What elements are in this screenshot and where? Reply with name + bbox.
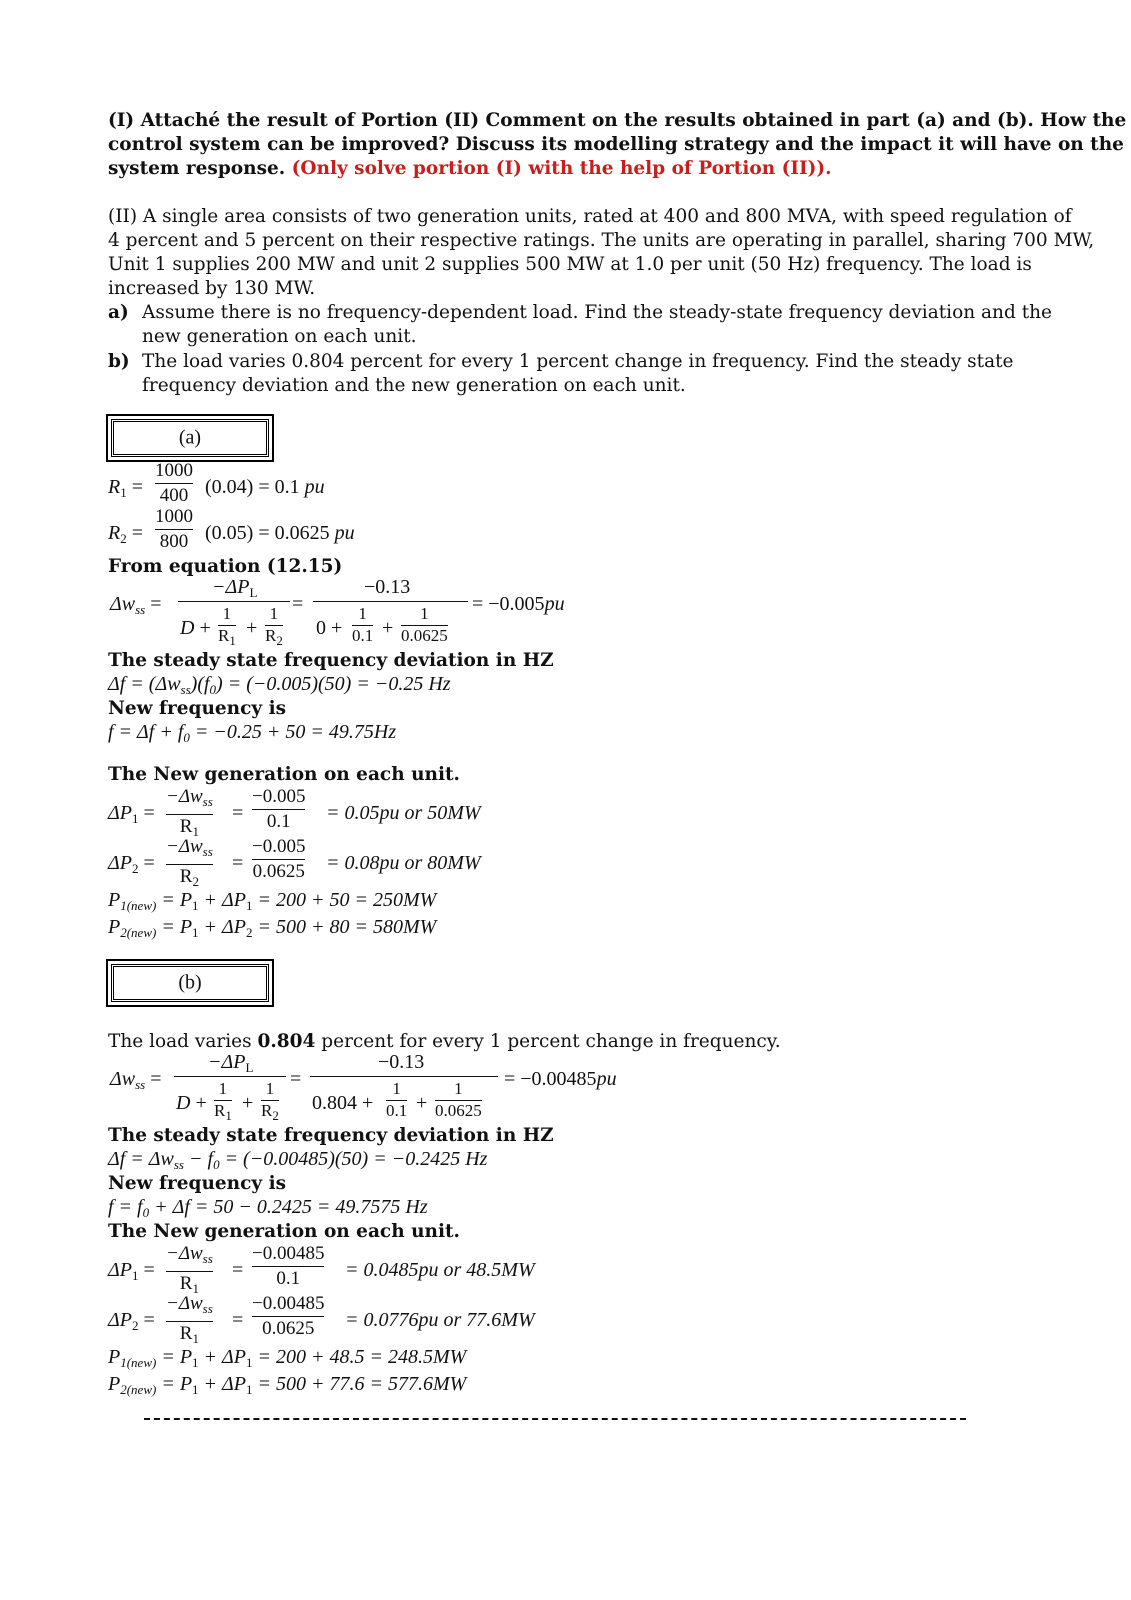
dwss-b-num1: $-\Delta P_L$	[208, 1051, 254, 1075]
from-equation: From equation (12.15)	[108, 556, 343, 577]
dwss-b-inv-r2: 1 $R_2$	[261, 1079, 279, 1123]
df-b-line: $\Delta f = \Delta w_{ss} - f_0 = (-0.00485)(50) = -0.2425$ Hz	[108, 1148, 488, 1172]
part2-line2: 4 percent and 5 percent on their respective ratings. The units are operating in parallel, sharing 700 MW,	[108, 230, 1095, 251]
dwss-a-den2-0: 0 +	[316, 617, 343, 639]
part2-line1: (II) A single area consists of two generation units, rated at 400 and 800 MVA, with speed regulation of	[108, 206, 1072, 227]
newf-a-line: $f = \Delta f + f_0 = -0.25 + 50 = 49.75Hz$	[108, 721, 397, 745]
dwss-b-bar1	[174, 1076, 286, 1077]
question-a-line1: Assume there is no frequency-dependent load. Find the steady-state frequency deviation and the	[142, 302, 1052, 323]
dp1-b-eq: =	[232, 1259, 244, 1281]
dwss-a-inv-01: 1 0.1	[352, 604, 374, 645]
dp2-b-lhs: $\Delta P_2$ =	[108, 1309, 155, 1333]
sfd-a-title: The steady state frequency deviation in HZ	[108, 650, 554, 671]
dp2-a-frac1: $-\Delta w_{ss}$ $R_2$	[166, 836, 213, 889]
dwss-b-inv-r1: 1 $R_1$	[214, 1079, 232, 1123]
dp1-b-frac2: −0.00485 0.1	[252, 1243, 325, 1289]
dp2-a-lhs: $\Delta P_2$ =	[108, 852, 155, 876]
newf-a-title: New frequency is	[108, 698, 287, 719]
p1new-b: $P_{1(new)} = P_1 + \Delta P_1 = 200 + 48.5 = 248.5MW$	[108, 1346, 467, 1370]
dwss-b-plus2: +	[416, 1092, 428, 1114]
dwss-b-num2: −0.13	[378, 1051, 425, 1073]
dwss-a-den1-d: D +	[180, 617, 211, 639]
r2-lhs: $R_2$ =	[108, 522, 143, 546]
question-b-line1: The load varies 0.804 percent for every 1 percent change in frequency. Find the steady state	[142, 351, 1014, 372]
dwss-a-plus1: +	[246, 617, 258, 639]
dwss-b-plus1: +	[242, 1092, 254, 1114]
dp2-b-eq: =	[232, 1309, 244, 1331]
dwss-b-den2-0: 0.804 +	[312, 1092, 374, 1114]
section-a-box	[111, 419, 269, 457]
part1-red-note: (Only solve portion (I) with the help of Portion (II)).	[291, 158, 832, 179]
dp2-a-eq: =	[232, 852, 244, 874]
dp1-a-frac2: −0.005 0.1	[252, 786, 306, 832]
question-b-line2: frequency deviation and the new generation on each unit.	[142, 375, 686, 396]
dwss-a-num2: −0.13	[364, 576, 411, 598]
gen-a-title: The New generation on each unit.	[108, 764, 460, 785]
dwss-b-bar2	[310, 1076, 498, 1077]
gen-b-title: The New generation on each unit.	[108, 1221, 460, 1242]
dwss-a-result: = −0.005pu	[472, 593, 565, 615]
load-intro: The load varies 0.804 percent for every 1 percent change in frequency.	[108, 1031, 781, 1052]
dp2-b-frac2: −0.00485 0.0625	[252, 1293, 325, 1339]
r2-rhs: (0.05) = 0.0625 pu	[205, 522, 355, 544]
dwss-b-lhs: $\Delta w_{ss}$ =	[110, 1068, 162, 1092]
dp2-a-frac2: −0.005 0.0625	[252, 836, 306, 882]
dwss-b-inv-01: 1 0.1	[386, 1079, 408, 1120]
r2-fraction: 1000 800	[155, 506, 193, 552]
question-b-label: b)	[108, 351, 130, 372]
df-a-line: $\Delta f = (\Delta w_{ss})(f_0) = (-0.005)(50) = -0.25$ Hz	[108, 673, 451, 697]
dp2-b-frac1: $-\Delta w_{ss}$ $R_1$	[166, 1293, 213, 1346]
section-b-box	[111, 964, 269, 1002]
dp2-b-result: = 0.0776pu or 77.6MW	[345, 1309, 535, 1331]
dwss-a-lhs: $\Delta w_{ss}$ =	[110, 593, 162, 617]
p2new-a: $P_{2(new)} = P_1 + \Delta P_2 = 500 + 80 = 580MW$	[108, 916, 437, 940]
dp1-b-lhs: $\Delta P_1$ =	[108, 1259, 155, 1283]
question-a-line2: new generation on each unit.	[142, 326, 417, 347]
dp2-a-result: = 0.08pu or 80MW	[326, 852, 481, 874]
dwss-a-eq: =	[292, 593, 304, 615]
dashed-separator	[144, 1418, 966, 1420]
r1-lhs: $R_1$ =	[108, 476, 143, 500]
dwss-b-eq: =	[290, 1068, 302, 1090]
dwss-a-bar2	[313, 601, 468, 602]
part1-line2: control system can be improved? Discuss its modelling strategy and the impact it will have on the	[108, 134, 1124, 155]
dwss-b-result: = −0.00485pu	[504, 1068, 617, 1090]
newf-b-line: $f = f_0 + \Delta f = 50 - 0.2425 = 49.7575$ Hz	[108, 1196, 428, 1220]
dp1-a-result: = 0.05pu or 50MW	[326, 802, 481, 824]
dwss-a-inv-00625: 1 0.0625	[401, 604, 448, 645]
section-b-label: (b)	[178, 971, 202, 994]
dp1-b-result: = 0.0485pu or 48.5MW	[345, 1259, 535, 1281]
part1-line3-text: system response.	[108, 158, 292, 179]
part2-line3: Unit 1 supplies 200 MW and unit 2 supplies 500 MW at 1.0 per unit (50 Hz) frequency. The load is	[108, 254, 1032, 275]
question-a-label: a)	[108, 302, 129, 323]
dwss-b-inv-00625: 1 0.0625	[435, 1079, 482, 1120]
dp1-a-lhs: $\Delta P_1$ =	[108, 802, 155, 826]
dwss-b-den1-d: D +	[176, 1092, 207, 1114]
dp1-a-frac1: $-\Delta w_{ss}$ $R_1$	[166, 786, 213, 839]
dwss-a-inv-r1: 1 $R_1$	[218, 604, 236, 648]
section-a-label: (a)	[178, 426, 202, 449]
dwss-a-plus2: +	[382, 617, 394, 639]
dp1-b-frac1: $-\Delta w_{ss}$ $R_1$	[166, 1243, 213, 1296]
p1new-a: $P_{1(new)} = P_1 + \Delta P_1 = 200 + 50 = 250MW$	[108, 889, 437, 913]
dwss-a-num1: $-\Delta P_L$	[212, 576, 258, 600]
dwss-a-bar1	[178, 601, 290, 602]
r1-fraction: 1000 400	[155, 460, 193, 506]
newf-b-title: New frequency is	[108, 1173, 287, 1194]
dwss-a-inv-r2: 1 $R_2$	[265, 604, 283, 648]
part1-line1: (I) Attaché the result of Portion (II) Comment on the results obtained in part (a) and (b). How the	[108, 110, 1127, 131]
sfd-b-title: The steady state frequency deviation in HZ	[108, 1125, 554, 1146]
part2-line4: increased by 130 MW.	[108, 278, 316, 299]
dp1-a-eq: =	[232, 802, 244, 824]
part1-line3	[108, 157, 832, 182]
r1-rhs: (0.04) = 0.1 pu	[205, 476, 325, 498]
p2new-b: $P_{2(new)} = P_1 + \Delta P_1 = 500 + 77.6 = 577.6MW$	[108, 1373, 467, 1397]
